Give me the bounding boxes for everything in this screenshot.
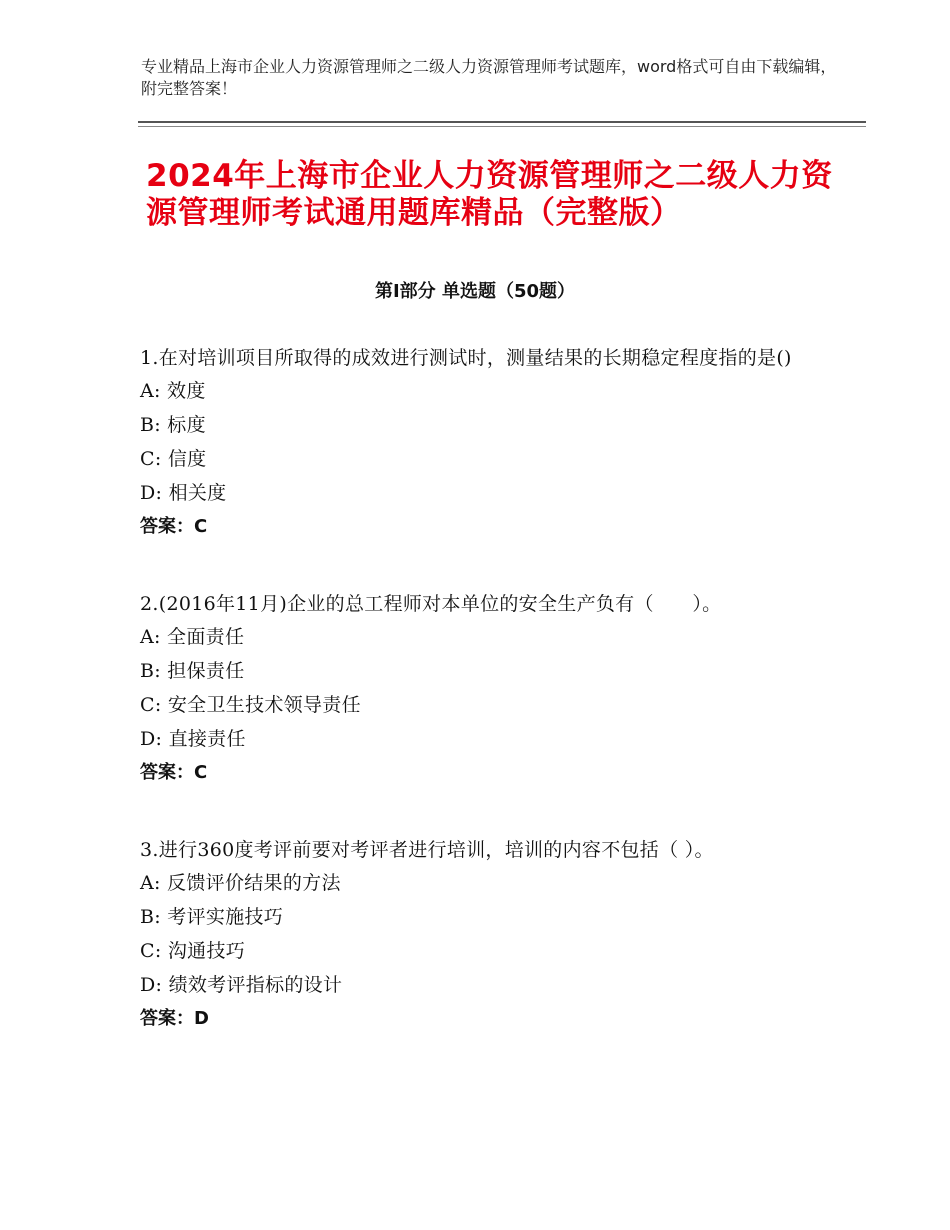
question-list xyxy=(140,343,820,1081)
question-2 xyxy=(140,589,820,790)
option-a: A: 全面责任 xyxy=(140,626,245,648)
option-b: B: 考评实施技巧 xyxy=(140,906,284,928)
option-d: D: 相关度 xyxy=(140,482,227,504)
document-title: 2024年上海市企业人力资源管理师之二级人力资源管理师考试通用题库精品（完整版） xyxy=(146,158,833,231)
question-stem: 2.(2016年11月)企业的总工程师对本单位的安全生产负有（ ）。 xyxy=(140,593,722,615)
question-stem: 3.进行360度考评前要对考评者进行培训，培训的内容不包括（ ）。 xyxy=(140,839,714,861)
option-c: C: 信度 xyxy=(140,448,207,470)
option-c: C: 安全卫生技术领导责任 xyxy=(140,694,361,716)
option-d: D: 绩效考评指标的设计 xyxy=(140,974,343,996)
header-divider-thick xyxy=(138,121,866,123)
option-b: B: 担保责任 xyxy=(140,660,245,682)
option-a: A: 反馈评价结果的方法 xyxy=(140,872,341,894)
question-stem: 1.在对培训项目所取得的成效进行测试时，测量结果的长期稳定程度指的是() xyxy=(140,347,792,369)
section-heading: 第Ⅰ部分 单选题（50题） xyxy=(374,281,575,302)
header-divider-thin xyxy=(138,126,866,127)
option-b: B: 标度 xyxy=(140,414,206,436)
option-c: C: 沟通技巧 xyxy=(140,940,246,962)
option-d: D: 直接责任 xyxy=(140,728,246,750)
question-3 xyxy=(140,835,820,1036)
answer: 答案：C xyxy=(140,516,208,537)
question-1 xyxy=(140,343,820,544)
header-note: 专业精品上海市企业人力资源管理师之二级人力资源管理师考试题库，word格式可自由下载编辑，附完整答案！ xyxy=(141,57,837,98)
option-a: A: 效度 xyxy=(140,380,206,402)
answer: 答案：C xyxy=(140,762,208,783)
answer: 答案：D xyxy=(140,1008,209,1029)
